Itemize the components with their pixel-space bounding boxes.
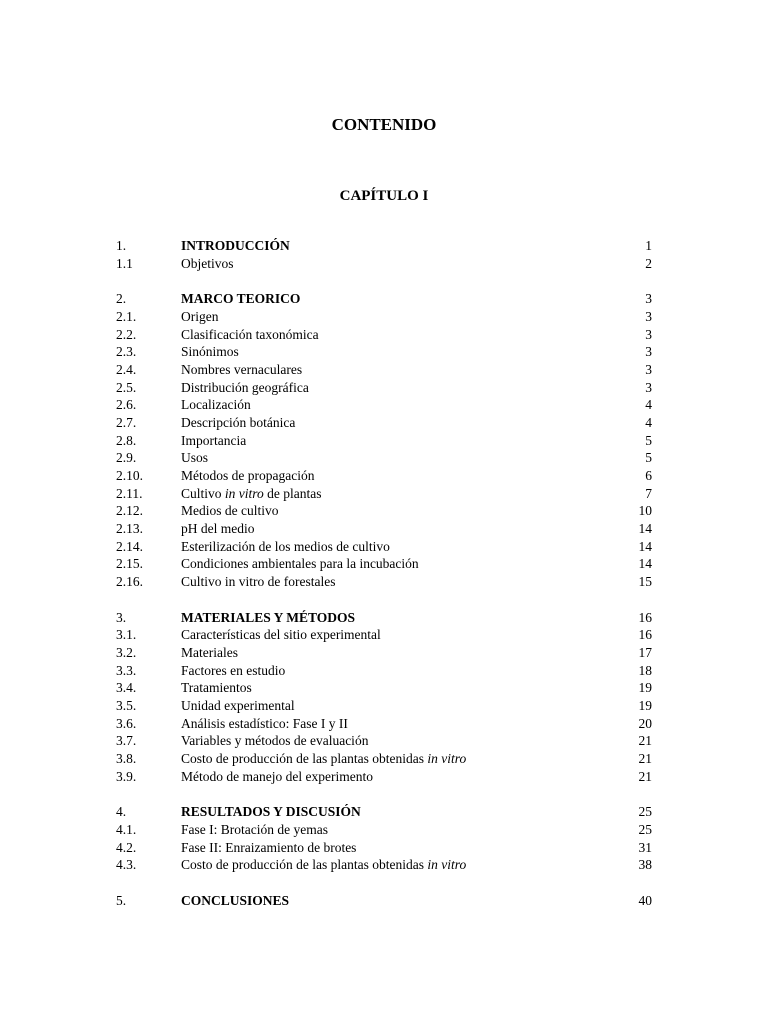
- toc-entry-page-number: 4: [645, 414, 652, 430]
- toc-entry-page-number: 19: [638, 680, 652, 696]
- toc-entry-row: [116, 732, 652, 750]
- toc-entry-title-text: Análisis estadístico: Fase I y II: [181, 715, 348, 731]
- table-of-contents: [116, 237, 652, 927]
- toc-entry-page-number: 5: [645, 450, 652, 466]
- toc-entry-page-number: 14: [638, 538, 652, 554]
- document-title: CONTENIDO: [331, 115, 437, 134]
- toc-entry-title: [181, 839, 356, 857]
- toc-entry-page-number: 6: [645, 468, 652, 484]
- toc-section: [116, 290, 652, 591]
- toc-entry-number: 1.: [116, 238, 127, 253]
- toc-entry-title: [181, 662, 285, 680]
- toc-entry-title-text: Esterilización de los medios de cultivo: [181, 538, 390, 554]
- toc-entry-page-number: 21: [638, 733, 652, 749]
- toc-entry-title: [181, 379, 309, 397]
- toc-entry-number: 3.1.: [116, 627, 137, 643]
- toc-entry-page-number: 3: [645, 308, 652, 324]
- toc-entry-title-text: Importancia: [181, 432, 247, 448]
- toc-entry-title: [181, 432, 246, 450]
- toc-entry-number: 3.4.: [116, 680, 137, 696]
- toc-entry-number: 3.: [116, 609, 127, 625]
- toc-entry-title: [181, 255, 234, 273]
- toc-entry-row: [116, 768, 652, 786]
- toc-entry-page-number: 3: [645, 291, 652, 307]
- toc-entry-title-text: Costo de producción de las plantas obtenidas: [181, 857, 428, 873]
- toc-entry-title-text: Descripción botánica: [181, 414, 296, 430]
- toc-entry-row: [116, 520, 652, 538]
- toc-entry-title: [181, 856, 466, 874]
- toc-entry-title-suffix: de plantas: [263, 485, 322, 501]
- toc-entry-title: [181, 361, 302, 379]
- toc-section: [116, 892, 652, 910]
- toc-entry-number: 3.9.: [116, 768, 137, 784]
- toc-entry-title: [181, 715, 348, 733]
- toc-entry-row: [116, 432, 652, 450]
- toc-entry-title-text: pH del medio: [181, 521, 255, 537]
- toc-entry-number: 3.8.: [116, 751, 137, 767]
- toc-entry-page-number: 3: [645, 379, 652, 395]
- toc-entry-page-number: 10: [638, 503, 652, 519]
- toc-entry-number: 2.13.: [116, 521, 143, 537]
- toc-entry-number: 2.10.: [116, 468, 143, 484]
- toc-entry-page-number: 20: [638, 715, 652, 731]
- toc-entry-title-text: Cultivo in vitro de forestales: [181, 574, 336, 590]
- toc-entry-number: 2.5.: [116, 379, 137, 395]
- toc-entry-number: 4.3.: [116, 857, 137, 873]
- toc-entry-row: [116, 821, 652, 839]
- toc-heading-row: [116, 237, 652, 255]
- toc-entry-title-text: Cultivo: [181, 485, 225, 501]
- toc-entry-row: [116, 839, 652, 857]
- toc-entry-title: [181, 326, 319, 344]
- toc-entry-title-italic: in vitro: [224, 485, 264, 501]
- toc-entry-title-text: CONCLUSIONES: [181, 892, 290, 908]
- toc-entry-title-text: Fase I: Brotación de yemas: [181, 822, 328, 838]
- toc-heading-row: [116, 290, 652, 308]
- toc-entry-page-number: 40: [638, 892, 652, 908]
- toc-entry-title: [181, 449, 208, 467]
- toc-entry-title-text: Localización: [181, 397, 251, 413]
- toc-entry-title-text: Medios de cultivo: [181, 503, 279, 519]
- toc-entry-title-text: Origen: [181, 308, 219, 324]
- toc-entry-page-number: 14: [638, 556, 652, 572]
- toc-entry-title-text: INTRODUCCIÓN: [181, 238, 290, 253]
- toc-entry-row: [116, 679, 652, 697]
- toc-entry-row: [116, 715, 652, 733]
- toc-entry-title: [181, 520, 255, 538]
- toc-entry-row: [116, 326, 652, 344]
- toc-entry-title-text: Características del sitio experimental: [181, 627, 381, 643]
- toc-entry-number: 2.11.: [116, 485, 143, 501]
- toc-entry-row: [116, 662, 652, 680]
- toc-entry-page-number: 16: [638, 609, 652, 625]
- toc-section: [116, 803, 652, 874]
- toc-entry-number: 2.9.: [116, 450, 137, 466]
- toc-section: [116, 609, 652, 786]
- toc-entry-title: [181, 290, 300, 308]
- toc-entry-title-text: Objetivos: [181, 255, 234, 271]
- toc-entry-number: 3.3.: [116, 662, 137, 678]
- toc-entry-page-number: 25: [638, 822, 652, 838]
- toc-entry-page-number: 4: [645, 397, 652, 413]
- toc-entry-title-text: Condiciones ambientales para la incubación: [181, 556, 419, 572]
- toc-entry-page-number: 5: [645, 432, 652, 448]
- toc-entry-title-text: Factores en estudio: [181, 662, 286, 678]
- toc-entry-number: 2.: [116, 291, 127, 307]
- toc-entry-page-number: 38: [638, 857, 652, 873]
- toc-entry-row: [116, 750, 652, 768]
- toc-entry-title: [181, 750, 466, 768]
- toc-entry-title-text: Unidad experimental: [181, 698, 295, 714]
- toc-entry-title: [181, 396, 251, 414]
- toc-entry-title: [181, 803, 361, 821]
- toc-entry-row: [116, 644, 652, 662]
- toc-entry-page-number: 31: [638, 839, 652, 855]
- toc-entry-page-number: 15: [638, 574, 652, 590]
- toc-entry-title: [181, 821, 328, 839]
- toc-entry-title-italic: in vitro: [427, 751, 467, 767]
- toc-entry-row: [116, 414, 652, 432]
- toc-entry-title-text: Método de manejo del experimento: [181, 768, 373, 784]
- toc-entry-row: [116, 502, 652, 520]
- toc-entry-number: 5.: [116, 892, 127, 908]
- toc-entry-title: [181, 697, 295, 715]
- toc-entry-title: [181, 573, 335, 591]
- toc-entry-page-number: 3: [645, 326, 652, 342]
- toc-entry-title: [181, 892, 289, 910]
- toc-entry-title: [181, 768, 373, 786]
- toc-entry-row: [116, 255, 652, 273]
- toc-entry-page-number: 1: [645, 238, 652, 253]
- toc-entry-number: 3.7.: [116, 733, 137, 749]
- toc-heading-row: [116, 609, 652, 627]
- toc-entry-row: [116, 361, 652, 379]
- toc-entry-number: 4.2.: [116, 839, 137, 855]
- toc-entry-row: [116, 449, 652, 467]
- toc-entry-number: 2.2.: [116, 326, 137, 342]
- toc-entry-page-number: 25: [638, 804, 652, 820]
- toc-entry-row: [116, 573, 652, 591]
- toc-entry-title-text: Métodos de propagación: [181, 468, 315, 484]
- toc-entry-row: [116, 308, 652, 326]
- toc-entry-number: 1.1: [116, 255, 133, 271]
- toc-entry-row: [116, 396, 652, 414]
- toc-entry-title-text: Sinónimos: [181, 344, 239, 360]
- toc-entry-number: 2.1.: [116, 308, 137, 324]
- toc-entry-title-italic: in vitro: [427, 857, 467, 873]
- toc-entry-page-number: 18: [638, 662, 652, 678]
- toc-entry-number: 2.3.: [116, 344, 137, 360]
- toc-entry-row: [116, 467, 652, 485]
- toc-heading-row: [116, 892, 652, 910]
- toc-entry-title: [181, 308, 219, 326]
- toc-entry-row: [116, 626, 652, 644]
- toc-entry-title-text: Nombres vernaculares: [181, 361, 303, 377]
- toc-entry-number: 2.16.: [116, 574, 143, 590]
- toc-entry-title: [181, 414, 295, 432]
- toc-entry-row: [116, 343, 652, 361]
- toc-entry-title-text: Fase II: Enraizamiento de brotes: [181, 839, 357, 855]
- toc-entry-title: [181, 502, 279, 520]
- toc-entry-title-text: Costo de producción de las plantas obtenidas: [181, 751, 428, 767]
- toc-section: [116, 237, 652, 272]
- toc-entry-number: 2.6.: [116, 397, 137, 413]
- toc-entry-title: [181, 644, 238, 662]
- toc-entry-title-text: Usos: [181, 450, 209, 466]
- toc-entry-page-number: 17: [638, 645, 652, 661]
- toc-entry-title: [181, 555, 419, 573]
- toc-entry-page-number: 14: [638, 521, 652, 537]
- toc-entry-number: 2.12.: [116, 503, 143, 519]
- toc-entry-number: 4.: [116, 804, 127, 820]
- toc-entry-page-number: 2: [645, 255, 652, 271]
- toc-entry-row: [116, 538, 652, 556]
- toc-entry-page-number: 19: [638, 698, 652, 714]
- toc-entry-number: 2.4.: [116, 361, 137, 377]
- toc-entry-title-text: MARCO TEORICO: [181, 291, 301, 307]
- toc-entry-title: [181, 485, 322, 503]
- toc-entry-title: [181, 626, 381, 644]
- toc-entry-row: [116, 379, 652, 397]
- toc-entry-title-text: Materiales: [181, 645, 238, 661]
- toc-entry-title: [181, 609, 355, 627]
- toc-entry-title: [181, 679, 252, 697]
- toc-entry-title-text: Tratamientos: [181, 680, 252, 696]
- toc-entry-number: 3.5.: [116, 698, 137, 714]
- toc-entry-page-number: 21: [638, 751, 652, 767]
- toc-entry-number: 2.7.: [116, 414, 137, 430]
- toc-entry-number: 2.15.: [116, 556, 143, 572]
- chapter-title: CAPÍTULO I: [339, 188, 429, 204]
- toc-entry-number: 2.14.: [116, 538, 143, 554]
- toc-entry-row: [116, 555, 652, 573]
- toc-entry-title-text: Variables y métodos de evaluación: [181, 733, 369, 749]
- toc-entry-number: 3.2.: [116, 645, 137, 661]
- toc-entry-title-text: RESULTADOS Y DISCUSIÓN: [181, 804, 361, 820]
- toc-entry-row: [116, 697, 652, 715]
- toc-entry-title-text: Clasificación taxonómica: [181, 326, 319, 342]
- toc-entry-title: [181, 538, 390, 556]
- toc-entry-title-text: Distribución geográfica: [181, 379, 309, 395]
- toc-entry-title: [181, 237, 290, 255]
- toc-entry-title-text: MATERIALES Y MÉTODOS: [181, 609, 356, 625]
- toc-entry-row: [116, 856, 652, 874]
- toc-entry-number: 3.6.: [116, 715, 137, 731]
- toc-entry-number: 2.8.: [116, 432, 137, 448]
- toc-entry-page-number: 3: [645, 344, 652, 360]
- toc-entry-title: [181, 732, 368, 750]
- toc-entry-row: [116, 485, 652, 503]
- toc-entry-page-number: 16: [638, 627, 652, 643]
- toc-entry-title: [181, 467, 314, 485]
- toc-entry-number: 4.1.: [116, 822, 137, 838]
- toc-entry-page-number: 7: [645, 485, 652, 501]
- toc-heading-row: [116, 803, 652, 821]
- toc-entry-page-number: 3: [645, 361, 652, 377]
- toc-entry-title: [181, 343, 239, 361]
- toc-entry-page-number: 21: [638, 768, 652, 784]
